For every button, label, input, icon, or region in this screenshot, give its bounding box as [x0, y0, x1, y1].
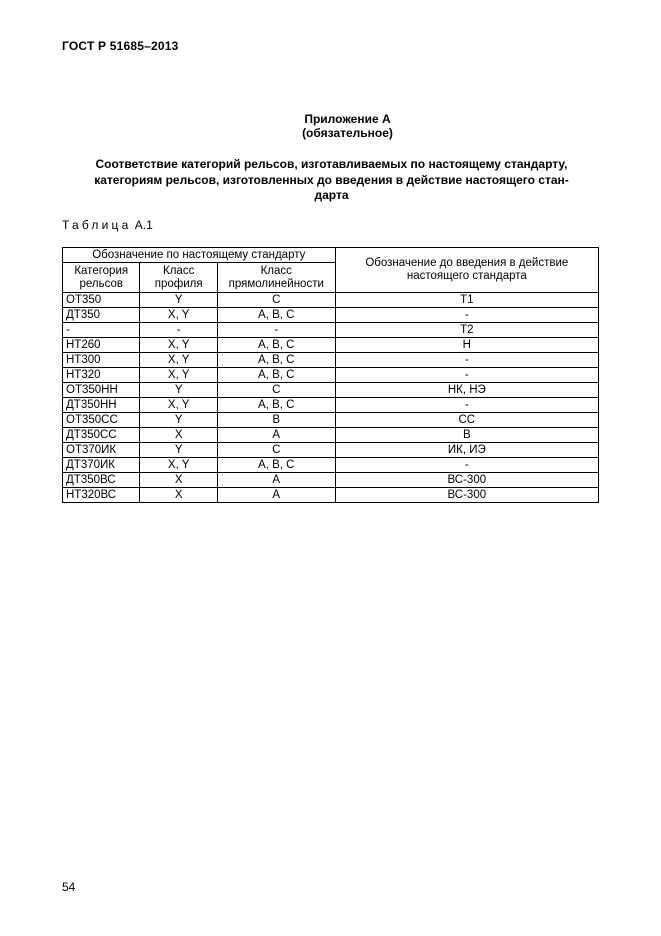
cell-category: -	[63, 323, 140, 338]
cell-previous-designation: -	[335, 398, 598, 413]
table-row	[63, 323, 599, 338]
cell-previous-designation: В	[335, 428, 598, 443]
table-row	[63, 398, 599, 413]
cell-previous-designation: ВС-300	[335, 488, 598, 503]
cell-category: ОТ350НН	[63, 383, 140, 398]
cell-profile-class: -	[140, 323, 217, 338]
heading-line-1: Соответствие категорий рельсов, изготавливаемых по настоящему стандарту,	[95, 157, 568, 171]
table-row	[63, 368, 599, 383]
cell-category: ДТ350	[63, 308, 140, 323]
table-row	[63, 443, 599, 458]
annex-heading	[62, 157, 601, 204]
cell-straightness-class: C	[217, 443, 335, 458]
cell-previous-designation: Т1	[335, 293, 598, 308]
column-header-category: Категория рельсов	[63, 263, 140, 293]
cell-category: НТ260	[63, 338, 140, 353]
cell-previous-designation: НК, НЭ	[335, 383, 598, 398]
cell-previous-designation: ВС-300	[335, 473, 598, 488]
cell-straightness-class: С	[217, 293, 335, 308]
cell-straightness-class: A, B, C	[217, 308, 335, 323]
table-row	[63, 293, 599, 308]
cell-category: НТ320	[63, 368, 140, 383]
cell-profile-class: X, Y	[140, 308, 217, 323]
cell-previous-designation: -	[335, 353, 598, 368]
cell-previous-designation: Т2	[335, 323, 598, 338]
cell-category: ДТ350ВС	[63, 473, 140, 488]
cell-straightness-class: -	[217, 323, 335, 338]
cell-category: НТ320ВС	[63, 488, 140, 503]
table-row	[63, 353, 599, 368]
table-header-row-1	[63, 248, 599, 263]
cell-straightness-class: B	[217, 413, 335, 428]
right-header-cell: Обозначение до введения в действие настоящего стандарта	[335, 248, 598, 293]
table-row	[63, 473, 599, 488]
cell-previous-designation: -	[335, 368, 598, 383]
table-row	[63, 458, 599, 473]
cell-straightness-class: C	[217, 383, 335, 398]
cell-category: НТ300	[63, 353, 140, 368]
cell-profile-class: X, Y	[140, 353, 217, 368]
table-label-number: А.1	[134, 218, 153, 232]
cell-category: ДТ350СС	[63, 428, 140, 443]
cell-category: ОТ370ИК	[63, 443, 140, 458]
cell-profile-class: X	[140, 488, 217, 503]
cell-profile-class: X, Y	[140, 338, 217, 353]
cell-category: ОТ350СС	[63, 413, 140, 428]
cell-previous-designation: Н	[335, 338, 598, 353]
cell-previous-designation: СС	[335, 413, 598, 428]
column-header-profile-class: Класс профиля	[140, 263, 217, 293]
cell-profile-class: Y	[140, 413, 217, 428]
cell-straightness-class: A, B, C	[217, 398, 335, 413]
column-header-straightness-class: Класс прямолинейности	[217, 263, 335, 293]
table-row	[63, 488, 599, 503]
cell-category: ДТ350НН	[63, 398, 140, 413]
cell-profile-class: Y	[140, 293, 217, 308]
cell-profile-class: Y	[140, 443, 217, 458]
cell-previous-designation: ИК, ИЭ	[335, 443, 598, 458]
table-row	[63, 308, 599, 323]
table-label	[62, 218, 153, 232]
cell-straightness-class: A	[217, 428, 335, 443]
cell-category: ДТ370ИК	[63, 458, 140, 473]
cell-profile-class: X, Y	[140, 458, 217, 473]
correspondence-table	[62, 247, 599, 503]
cell-profile-class: X	[140, 428, 217, 443]
table-label-word: Таблица	[62, 218, 132, 232]
cell-profile-class: Y	[140, 383, 217, 398]
cell-straightness-class: A, B, C	[217, 353, 335, 368]
cell-profile-class: X	[140, 473, 217, 488]
table-row	[63, 428, 599, 443]
table-row	[63, 383, 599, 398]
cell-previous-designation: -	[335, 458, 598, 473]
cell-straightness-class: A, B, C	[217, 368, 335, 383]
cell-straightness-class: A, B, C	[217, 458, 335, 473]
table-row	[63, 413, 599, 428]
annex-subtitle: (обязательное)	[302, 126, 393, 140]
annex-title: Приложение А	[304, 112, 391, 126]
cell-straightness-class: A	[217, 488, 335, 503]
cell-straightness-class: A, B, C	[217, 338, 335, 353]
heading-line-3: дарта	[314, 188, 349, 202]
cell-category: ОТ350	[63, 293, 140, 308]
cell-profile-class: X, Y	[140, 368, 217, 383]
cell-previous-designation: -	[335, 308, 598, 323]
standard-header: ГОСТ Р 51685–2013	[62, 39, 179, 53]
page-number: 54	[62, 880, 76, 894]
cell-straightness-class: A	[217, 473, 335, 488]
cell-profile-class: X, Y	[140, 398, 217, 413]
group-header-cell: Обозначение по настоящему стандарту	[63, 248, 336, 263]
heading-line-2: категориям рельсов, изготовленных до введения в действие настоящего стан-	[94, 172, 569, 187]
table-row	[63, 338, 599, 353]
